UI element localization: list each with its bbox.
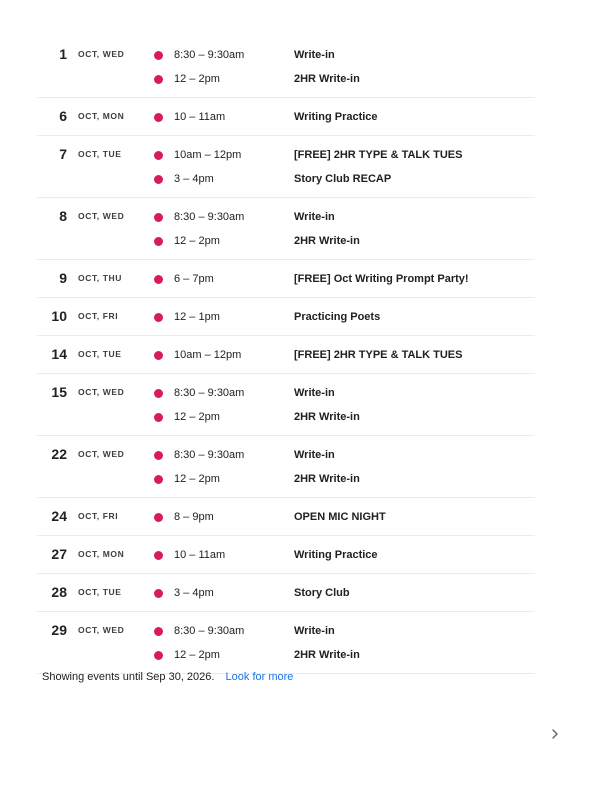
event-time: 12 – 2pm — [174, 73, 220, 85]
event-title: [FREE] 2HR TYPE & TALK TUES — [294, 149, 463, 161]
event-title: 2HR Write-in — [294, 73, 360, 85]
agenda-day — [37, 36, 535, 98]
event-title: 2HR Write-in — [294, 649, 360, 661]
event-item[interactable] — [142, 505, 535, 529]
chevron-right-icon[interactable] — [548, 727, 562, 741]
day-month-weekday: OCT, WED — [78, 387, 125, 397]
day-events — [142, 581, 535, 605]
event-time: 10am – 12pm — [174, 349, 242, 361]
day-number[interactable]: 7 — [59, 146, 67, 162]
event-time: 6 – 7pm — [174, 273, 214, 285]
agenda-list — [37, 36, 535, 674]
agenda-day — [37, 374, 535, 436]
agenda-day — [37, 298, 535, 336]
look-for-more-link[interactable]: Look for more — [225, 671, 294, 683]
event-time: 8:30 – 9:30am — [174, 449, 245, 461]
event-time: 3 – 4pm — [174, 173, 214, 185]
event-color-dot-icon — [154, 551, 163, 560]
event-title: 2HR Write-in — [294, 235, 360, 247]
event-time: 8 – 9pm — [174, 511, 214, 523]
event-color-dot-icon — [154, 213, 163, 222]
day-events — [142, 43, 535, 91]
event-item[interactable] — [142, 205, 535, 229]
day-month-weekday: OCT, THU — [78, 273, 122, 283]
event-title: Story Club — [294, 587, 350, 599]
event-color-dot-icon — [154, 351, 163, 360]
day-number[interactable]: 1 — [59, 46, 67, 62]
event-color-dot-icon — [154, 237, 163, 246]
agenda-day — [37, 198, 535, 260]
event-title: Write-in — [294, 49, 335, 61]
event-item[interactable] — [142, 543, 535, 567]
day-number[interactable]: 24 — [51, 508, 67, 524]
day-number[interactable]: 28 — [51, 584, 67, 600]
agenda-day — [37, 260, 535, 298]
event-time: 8:30 – 9:30am — [174, 387, 245, 399]
agenda-day — [37, 98, 535, 136]
event-color-dot-icon — [154, 451, 163, 460]
event-time: 12 – 2pm — [174, 235, 220, 247]
day-number[interactable]: 27 — [51, 546, 67, 562]
event-title: 2HR Write-in — [294, 411, 360, 423]
agenda-footer — [42, 671, 293, 683]
agenda-day — [37, 136, 535, 198]
event-color-dot-icon — [154, 513, 163, 522]
event-color-dot-icon — [154, 413, 163, 422]
event-item[interactable] — [142, 643, 535, 667]
event-time: 12 – 2pm — [174, 411, 220, 423]
day-month-weekday: OCT, FRI — [78, 511, 119, 521]
day-events — [142, 143, 535, 191]
event-title: Write-in — [294, 211, 335, 223]
event-title: 2HR Write-in — [294, 473, 360, 485]
day-events — [142, 267, 535, 291]
day-month-weekday: OCT, TUE — [78, 587, 122, 597]
agenda-day — [37, 612, 535, 674]
day-month-weekday: OCT, TUE — [78, 349, 122, 359]
event-color-dot-icon — [154, 589, 163, 598]
event-color-dot-icon — [154, 113, 163, 122]
event-item[interactable] — [142, 305, 535, 329]
event-title: Write-in — [294, 387, 335, 399]
day-number[interactable]: 29 — [51, 622, 67, 638]
event-color-dot-icon — [154, 75, 163, 84]
agenda-day — [37, 536, 535, 574]
event-time: 12 – 1pm — [174, 311, 220, 323]
day-events — [142, 543, 535, 567]
event-time: 8:30 – 9:30am — [174, 49, 245, 61]
event-item[interactable] — [142, 443, 535, 467]
event-item[interactable] — [142, 67, 535, 91]
event-item[interactable] — [142, 229, 535, 253]
day-month-weekday: OCT, WED — [78, 449, 125, 459]
event-title: Writing Practice — [294, 549, 378, 561]
event-color-dot-icon — [154, 627, 163, 636]
day-events — [142, 505, 535, 529]
agenda-day — [37, 498, 535, 536]
event-color-dot-icon — [154, 475, 163, 484]
day-month-weekday: OCT, WED — [78, 49, 125, 59]
event-item[interactable] — [142, 167, 535, 191]
event-time: 10 – 11am — [174, 549, 226, 561]
event-color-dot-icon — [154, 275, 163, 284]
event-title: [FREE] 2HR TYPE & TALK TUES — [294, 349, 463, 361]
day-month-weekday: OCT, TUE — [78, 149, 122, 159]
day-month-weekday: OCT, WED — [78, 211, 125, 221]
day-month-weekday: OCT, WED — [78, 625, 125, 635]
day-number[interactable]: 22 — [51, 446, 67, 462]
event-item[interactable] — [142, 405, 535, 429]
agenda-day — [37, 336, 535, 374]
event-color-dot-icon — [154, 51, 163, 60]
event-item[interactable] — [142, 143, 535, 167]
event-color-dot-icon — [154, 651, 163, 660]
day-events — [142, 381, 535, 429]
event-color-dot-icon — [154, 313, 163, 322]
event-title: Write-in — [294, 625, 335, 637]
event-time: 10am – 12pm — [174, 149, 242, 161]
event-time: 12 – 2pm — [174, 649, 220, 661]
event-time: 12 – 2pm — [174, 473, 220, 485]
event-title: Writing Practice — [294, 111, 378, 123]
day-month-weekday: OCT, MON — [78, 111, 125, 121]
agenda-day — [37, 574, 535, 612]
event-item[interactable] — [142, 343, 535, 367]
event-title: Write-in — [294, 449, 335, 461]
day-number[interactable]: 6 — [59, 108, 67, 124]
event-item[interactable] — [142, 619, 535, 643]
event-title: Story Club RECAP — [294, 173, 392, 185]
day-events — [142, 619, 535, 667]
event-title: OPEN MIC NIGHT — [294, 511, 386, 523]
day-number[interactable]: 15 — [51, 384, 67, 400]
day-events — [142, 343, 535, 367]
day-events — [142, 105, 535, 129]
day-month-weekday: OCT, MON — [78, 549, 125, 559]
event-time: 8:30 – 9:30am — [174, 625, 245, 637]
day-number[interactable]: 9 — [59, 270, 67, 286]
day-number[interactable]: 14 — [51, 346, 67, 362]
event-color-dot-icon — [154, 175, 163, 184]
event-item[interactable] — [142, 581, 535, 605]
showing-events-text: Showing events until Sep 30, 2026. — [42, 671, 215, 683]
day-number[interactable]: 10 — [51, 308, 67, 324]
agenda-day — [37, 436, 535, 498]
event-item[interactable] — [142, 105, 535, 129]
event-item[interactable] — [142, 43, 535, 67]
event-color-dot-icon — [154, 151, 163, 160]
event-title: Practicing Poets — [294, 311, 381, 323]
day-events — [142, 443, 535, 491]
event-time: 3 – 4pm — [174, 587, 214, 599]
event-time: 10 – 11am — [174, 111, 226, 123]
event-color-dot-icon — [154, 389, 163, 398]
day-month-weekday: OCT, FRI — [78, 311, 119, 321]
event-item[interactable] — [142, 467, 535, 491]
day-number[interactable]: 8 — [59, 208, 67, 224]
day-events — [142, 305, 535, 329]
day-events — [142, 205, 535, 253]
event-item[interactable] — [142, 381, 535, 405]
event-title: [FREE] Oct Writing Prompt Party! — [294, 273, 469, 285]
event-item[interactable] — [142, 267, 535, 291]
event-time: 8:30 – 9:30am — [174, 211, 245, 223]
